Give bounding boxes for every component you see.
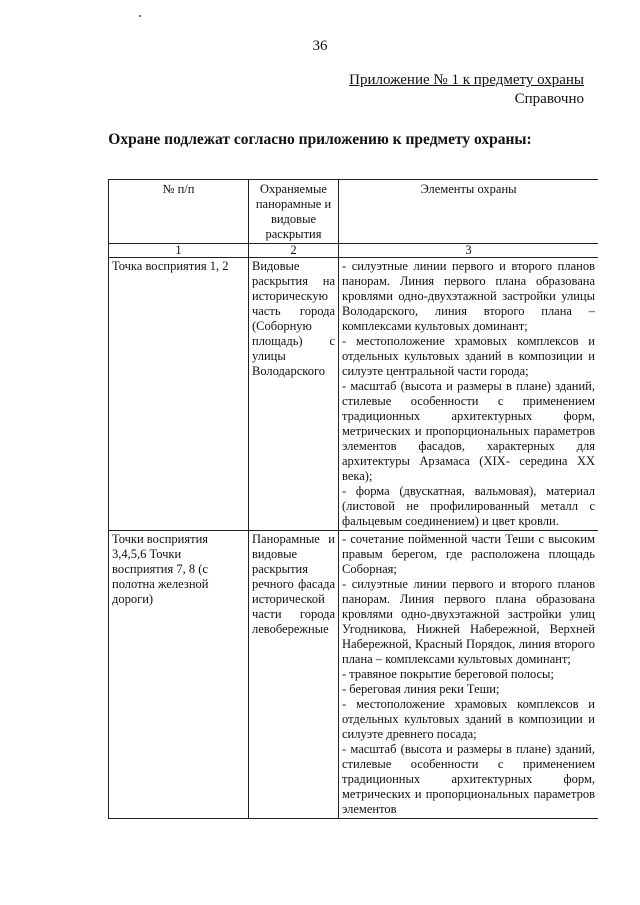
header-elements: Элементы охраны xyxy=(339,180,599,244)
header-number: № п/п xyxy=(109,180,249,244)
protection-table-container xyxy=(108,179,598,879)
table-row xyxy=(109,258,599,531)
element-item: - береговая линия реки Теши; xyxy=(342,682,500,696)
element-item: - силуэтные линии первого и второго планов панорам. Линия первого плана образована кровлями одно-двухэтажной застройки улиц Угодникова, Нижней Набережной, Верхней Набережной, Красный Порядок, линия второго плана – комплексами культовых доминант; xyxy=(342,577,595,666)
protection-table xyxy=(108,179,598,819)
page-number: 36 xyxy=(312,38,328,54)
row-view: Панорамные и видовые раскрытия речного фасада исторической части города левобережные xyxy=(249,531,339,819)
table-row xyxy=(109,531,599,819)
element-item: - местоположение храмовых комплексов и отдельных культовых зданий в композиции и силуэте центральной части города; xyxy=(342,334,595,378)
reference-label: Справочно xyxy=(514,91,584,107)
row-elements xyxy=(339,531,599,819)
element-item: - травяное покрытие береговой полосы; xyxy=(342,667,554,681)
element-item: - силуэтные линии первого и второго планов панорам. Линия первого плана образована кровлями одно-двухэтажной застройки улицы Володарского, линия второго плана – комплексами культовых доминант; xyxy=(342,259,595,333)
row-elements xyxy=(339,258,599,531)
column-number-3: 3 xyxy=(339,244,599,258)
element-item: - местоположение храмовых комплексов и отдельных культовых зданий в композиции и силуэте древнего посада; xyxy=(342,697,595,741)
row-point: Точки восприятия 3,4,5,6 Точки восприятия 7, 8 (с полотна железной дороги) xyxy=(109,531,249,819)
scan-speck xyxy=(139,15,141,17)
row-view: Видовые раскрытия на историческую часть города (Соборную площадь) с улицы Володарского xyxy=(249,258,339,531)
table-header-row xyxy=(109,180,599,244)
element-item: - масштаб (высота и размеры в плане) зданий, стилевые особенности с применением традиционных архитектурных форм, метрических и пропорциональных параметров элементов xyxy=(342,742,595,816)
column-number-2: 2 xyxy=(249,244,339,258)
appendix-label: Приложение № 1 к предмету охраны xyxy=(349,72,584,88)
element-item: - масштаб (высота и размеры в плане) зданий, стилевые особенности с применением традиционных архитектурных форм, метрических и пропорциональных параметров элементов фасадов, характерных для архитектуры Арзамаса (XIX- середина XX века); xyxy=(342,379,595,483)
element-item: - сочетание пойменной части Теши с высоким правым берегом, где расположена площадь Соборная; xyxy=(342,532,595,576)
row-point: Точка восприятия 1, 2 xyxy=(109,258,249,531)
page-title: Охране подлежат согласно приложению к предмету охраны: xyxy=(108,131,532,148)
column-number-1: 1 xyxy=(109,244,249,258)
header-view: Охраняемые панорамные и видовые раскрытия xyxy=(249,180,339,244)
table-column-numbers xyxy=(109,244,599,258)
element-item: - форма (двускатная, вальмовая), материал (листовой не профилированный металл с фальцевым соединением) и цвет кровли. xyxy=(342,484,595,528)
